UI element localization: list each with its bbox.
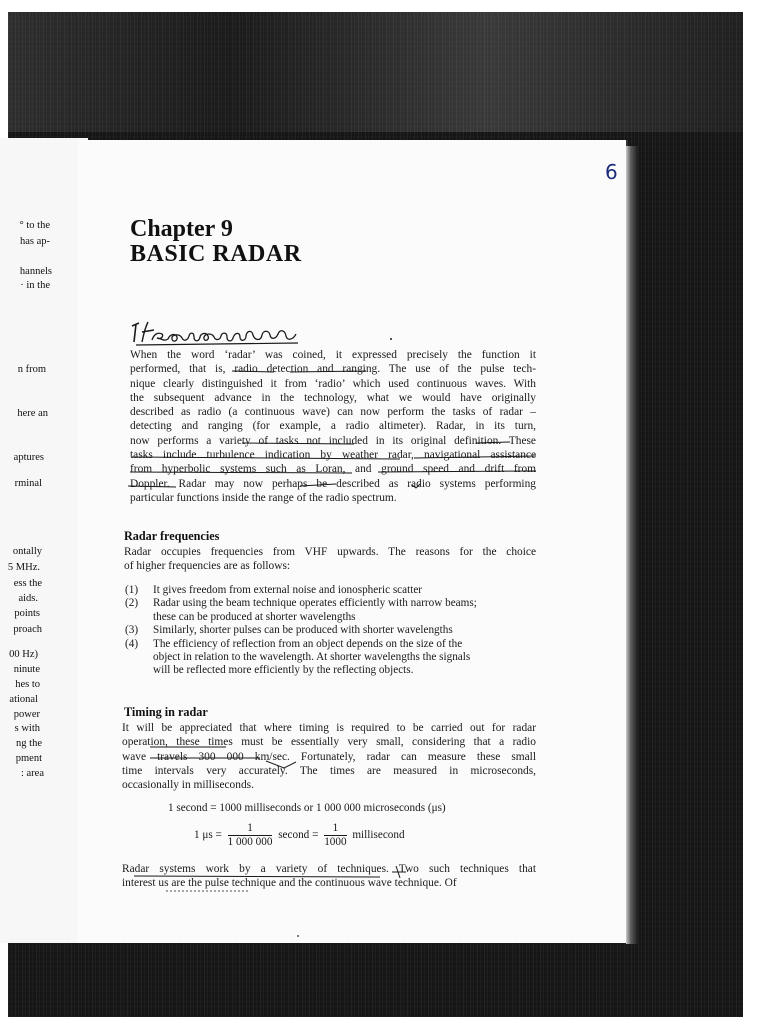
paragraph-line: the subsequent advance in the technology, what we would have originally — [130, 391, 536, 404]
fraction-denominator: 1 000 000 — [227, 836, 273, 848]
fraction-one-thousandth — [324, 822, 346, 849]
list-item-text: Similarly, shorter pulses can be produced with shorter wavelengths — [153, 624, 453, 637]
facing-page-text-fragment: · in the — [20, 280, 50, 291]
formula-mid: second = — [278, 829, 319, 842]
timing-paragraph — [122, 721, 536, 792]
list-item-text: The efficiency of reflection from an object depends on the size of the — [153, 637, 463, 650]
handwritten-introduction-heading — [128, 312, 303, 346]
facing-page-text-fragment: s with — [14, 723, 40, 734]
facing-page-text-fragment: ° to the — [19, 220, 50, 231]
fraction-numerator: 1 — [324, 822, 346, 836]
facing-page-text-fragment: ess the — [13, 578, 42, 589]
second-conversion-formula: 1 second = 1000 milliseconds or 1 000 000 microseconds (μs) — [168, 802, 446, 814]
facing-page-text-fragment: n from — [17, 364, 46, 375]
list-item-number: (1) — [125, 584, 139, 596]
facing-page-text-fragment: aptures — [13, 452, 44, 463]
timing-in-radar-heading: Timing in radar — [124, 705, 208, 719]
list-item-number: (2) — [125, 597, 139, 610]
facing-page-text-fragment: hes to — [15, 679, 40, 690]
facing-page-text-fragment: ational — [9, 694, 38, 705]
list-item-text: will be reflected more efficiently by the reflecting objects. — [153, 664, 414, 677]
paragraph-line: described as radio (a continuous wave) can now perform the tasks of radar – — [130, 406, 536, 419]
frequency-reasons-list — [125, 584, 537, 678]
paragraph-line: time intervals very accurately. The times are measured in microseconds, — [122, 764, 536, 777]
paragraph-line: operation, these times must be essentially very small, considering that a radio — [122, 736, 536, 749]
paragraph-line: Doppler. Radar may now perhaps be described as radio systems performing — [130, 477, 536, 490]
fraction-numerator: 1 — [228, 822, 273, 836]
list-item — [125, 584, 537, 597]
radar-frequencies-paragraph — [124, 545, 536, 574]
facing-page-text-fragment: 00 Hz) — [9, 649, 38, 660]
facing-page-text-fragment: pment — [15, 753, 42, 764]
list-item-text: object in relation to the wavelength. At shorter wavelengths the signals — [153, 651, 471, 664]
paragraph-line: nique clearly distinguished it from ‘radio’ which used continuous waves. With — [130, 377, 536, 390]
paragraph-line: occasionally in milliseconds. — [122, 779, 254, 792]
page-edge-shadow — [626, 146, 638, 944]
paragraph-line: performed, that is, radio detection and ranging. The use of the pulse tech- — [130, 363, 536, 376]
paragraph-line: from hyperbolic systems such as Loran, and ground speed and drift from — [130, 463, 536, 476]
facing-page-text-fragment: has ap- — [19, 236, 50, 247]
paragraph-line: It will be appreciated that where timing is required to be carried out for radar — [122, 722, 536, 734]
fraction-one-millionth — [228, 822, 273, 849]
microsecond-conversion-formula — [194, 822, 405, 849]
facing-page-text-fragment: 5 MHz. — [7, 562, 40, 573]
list-item-text: Radar using the beam technique operates efficiently with narrow beams; — [153, 597, 477, 610]
formula-unit: millisecond — [352, 829, 405, 842]
paragraph-line: Radar systems work by a variety of techniques. Two such techniques that — [122, 863, 536, 875]
list-item — [125, 624, 537, 637]
introduction-paragraph — [130, 348, 536, 505]
paragraph-line: When the word ‘radar’ was coined, it expressed precisely the function it — [130, 349, 536, 361]
paragraph-line: now performs a variety of tasks not included in its original definition. These — [130, 434, 536, 447]
paragraph-line: interest us are the pulse technique and the continuous wave technique. Of — [122, 877, 457, 890]
paragraph-line: wave travels 300 000 km/sec. Fortunately, radar can measure these small — [122, 750, 536, 763]
facing-page-text-fragment: ng the — [16, 738, 42, 749]
paragraph-line: particular functions inside the range of the radio spectrum. — [130, 491, 397, 504]
list-item-number: (4) — [125, 637, 139, 650]
scanner-lid-shading — [8, 12, 743, 132]
paragraph-line: detecting and ranging (for example, a radio altimeter). Radar, in its turn, — [130, 420, 536, 433]
formula-lhs: 1 μs = — [194, 829, 222, 842]
list-item-text: It gives freedom from external noise and ionospheric scatter — [153, 584, 423, 596]
facing-page-text-fragment: points — [14, 608, 40, 619]
facing-page-text-fragment: : area — [20, 768, 44, 779]
facing-page-text-fragment: power — [13, 709, 40, 720]
facing-page-fragment — [0, 138, 88, 943]
techniques-paragraph — [122, 862, 536, 891]
list-item — [125, 597, 537, 624]
facing-page-text-fragment: here an — [17, 408, 48, 419]
facing-page-text-fragment: rminal — [14, 478, 42, 489]
chapter-title: BASIC RADAR — [130, 241, 302, 267]
paragraph-line: Radar occupies frequencies from VHF upwards. The reasons for the choice — [124, 546, 536, 558]
fraction-denominator: 1000 — [324, 836, 347, 848]
paragraph-line: of higher frequencies are as follows: — [124, 560, 291, 573]
facing-page-text-fragment: ontally — [12, 546, 42, 557]
list-item-number: (3) — [125, 624, 139, 637]
list-item — [125, 638, 537, 678]
facing-page-text-fragment: ninute — [13, 664, 40, 675]
handwritten-page-number: 6 — [605, 160, 618, 184]
list-item-text: these can be produced at shorter wavelengths — [153, 610, 356, 623]
chapter-number: Chapter 9 — [130, 216, 233, 242]
radar-frequencies-heading: Radar frequencies — [124, 529, 220, 543]
paragraph-line: tasks include turbulence indication by weather radar, navigational assistance — [130, 449, 536, 462]
facing-page-text-fragment: proach — [13, 624, 42, 635]
facing-page-text-fragment: aids. — [18, 593, 38, 604]
facing-page-text-fragment: hannels — [19, 266, 52, 277]
